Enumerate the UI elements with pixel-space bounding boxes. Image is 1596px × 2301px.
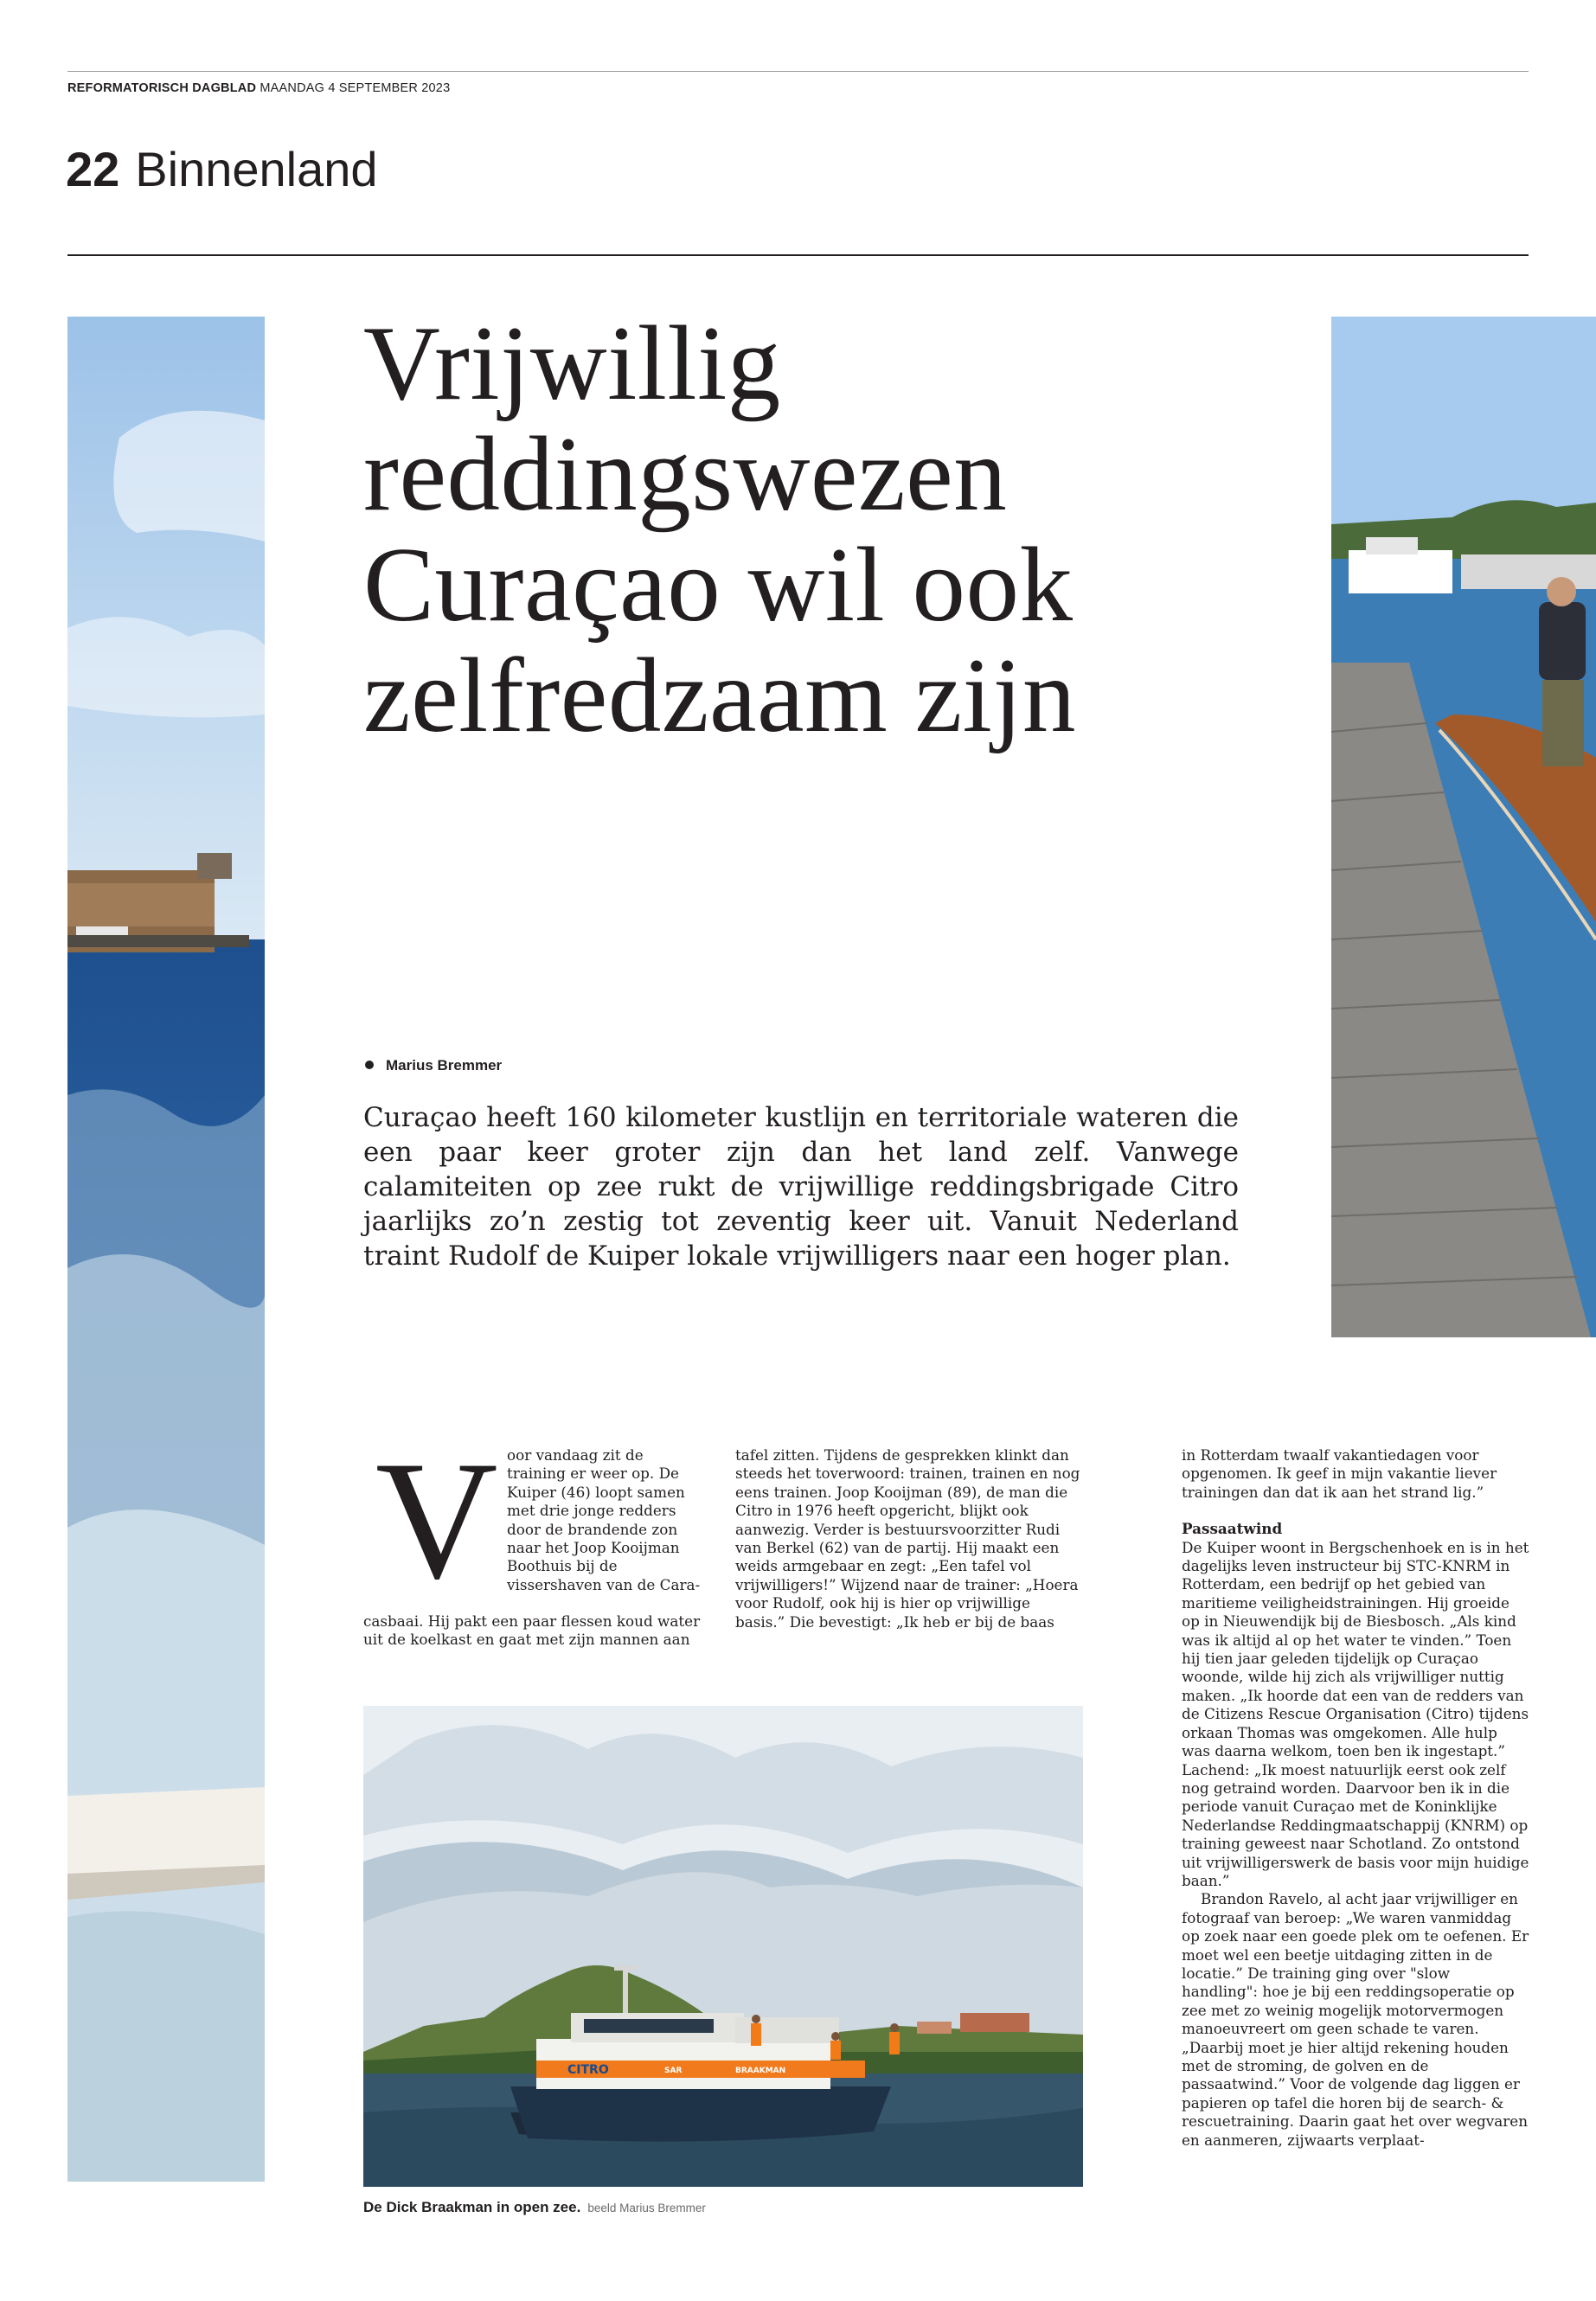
body-column-2 [735, 1446, 1081, 1631]
boat-hull-text: CITRO [567, 2063, 609, 2077]
subheading: Passaatwind [1182, 1520, 1283, 1538]
page-number: 22 [66, 142, 120, 196]
body-paragraph: De Kuiper woont in Bergschenhoek en is in het dagelijks leven instructeur bij STC-KNRM in Rotterdam, een bedrijf op het gebied van maritieme veiligheidstrainingen. Hij groeide op in Nieuwendijk bij de Biesbosch. „Als kind was ik altijd al op het water te vinden.” Toen hij tien jaar geleden tijdelijk op Curaçao woonde, wilde hij zich als vrijwilliger nuttig maken. „Ik hoorde dat een van de redders van de Citizens Rescue Organisation (Citro) tijdens orkaan Thomas was omgekomen. Alle hulp was daarna welkom, toen ben ik ingestapt.” Lachend: „Ik moest natuurlijk eerst ook zelf nog getraind worden. Daarvoor ben ik in die periode vanuit Curaçao met de Koninklijke Nederlandse Reddingmaatschappij (KNRM) op training geweest naar Schotland. Zo ontstond uit vrijwilligerswerk de basis voor mijn huidige baan.” [1182, 1538, 1529, 1889]
byline [365, 1057, 502, 1074]
body-paragraph: oor vandaag zit de training er weer op. De Kuiper (46) loopt samen met drie jonge redders door de brandende zon naar het Joop Kooijman Boothuis bij de vissershaven van de Cara- [507, 1446, 701, 1593]
body-paragraph: tafel zitten. Tijdens de gesprekken klinkt dan steeds het toverwoord: trainen, trainen en nog eens trainen. Joop Kooijman (89), de man die Citro in 1976 heeft opgericht, blijkt ook aanwezig. Verder is bestuursvoorzitter Rudi van Berkel (62) van de partij. Hij maakt een weids armgebaar en zegt: „Een tafel vol vrijwilligers!” Wijzend naar de trainer: „Hoera voor Rudolf, ook hij is hier op vrijwillige basis.” Die bevestigt: „Ik heb er bij de baas [735, 1446, 1080, 1631]
photo-sea-wake [67, 317, 265, 2182]
photo-caption [363, 2199, 706, 2216]
body-column-1-bottom [363, 1612, 708, 1650]
boat-hull-code: SAR [664, 2067, 683, 2075]
body-column-3 [1182, 1446, 1529, 2150]
body-column-1-top [507, 1446, 704, 1594]
photo-credit: beeld Marius Bremmer [587, 2202, 706, 2214]
section-rule [67, 254, 1529, 256]
section-name: Binnenland [135, 142, 378, 196]
newspaper-name: REFORMATORISCH DAGBLAD [67, 81, 257, 95]
body-paragraph: casbaai. Hij pakt een paar flessen koud water uit de koelkast en gaat met zijn mannen aan [363, 1612, 701, 1649]
section-header [66, 142, 378, 196]
drop-cap: V [375, 1426, 498, 1614]
boat-hull-name: BRAAKMAN [735, 2067, 786, 2075]
article-intro: Curaçao heeft 160 kilometer kustlijn en territoriale wateren die een paar keer groter zijn dan het land zelf. Vanwege calamiteiten op zee rukt de vrijwillige reddingsbrigade Citro jaarlijks zo’n zestig tot zeventig keer uit. Vanuit Nederland traint Rudolf de Kuiper lokale vrijwilligers naar een hoger plan. [363, 1102, 1239, 1272]
masthead [67, 81, 450, 95]
caption-text: De Dick Braakman in open zee. [363, 2199, 581, 2215]
issue-date: MAANDAG 4 SEPTEMBER 2023 [260, 81, 451, 95]
photo-pier-boat [1331, 317, 1596, 1337]
body-paragraph: in Rotterdam twaalf vakantiedagen voor opgenomen. Ik geef in mijn vakantie liever trainingen dan dat ik aan het strand lig.” [1182, 1446, 1497, 1501]
photo-rescue-boat [363, 1706, 1083, 2187]
body-paragraph: Brandon Ravelo, al acht jaar vrijwilliger en fotograaf van beroep: „We waren vanmiddag op zoek naar een goede plek om te oefenen. Er moet wel een beetje uitdaging zitten in de locatie.” De training ging over "slow handling": hoe je bij een reddingsoperatie op zee met zo weinig mogelijk motorvermogen manoeuvreert om geen schade te varen. „Daarbij moet je hier altijd rekening houden met de stroming, de golven en de passaatwind.” Voor de volgende dag liggen er papieren op tafel die horen bij de search- & rescuetraining. Daarin gaat het over wegvaren en aanmeren, zijwaarts verplaat- [1182, 1890, 1529, 2149]
article-headline: Vrijwillig reddingswezen Curaçao wil ook zelfredzaam zijn [363, 304, 1077, 754]
masthead-rule [67, 71, 1529, 72]
byline-author: Marius Bremmer [386, 1057, 503, 1074]
byline-bullet [365, 1061, 374, 1069]
